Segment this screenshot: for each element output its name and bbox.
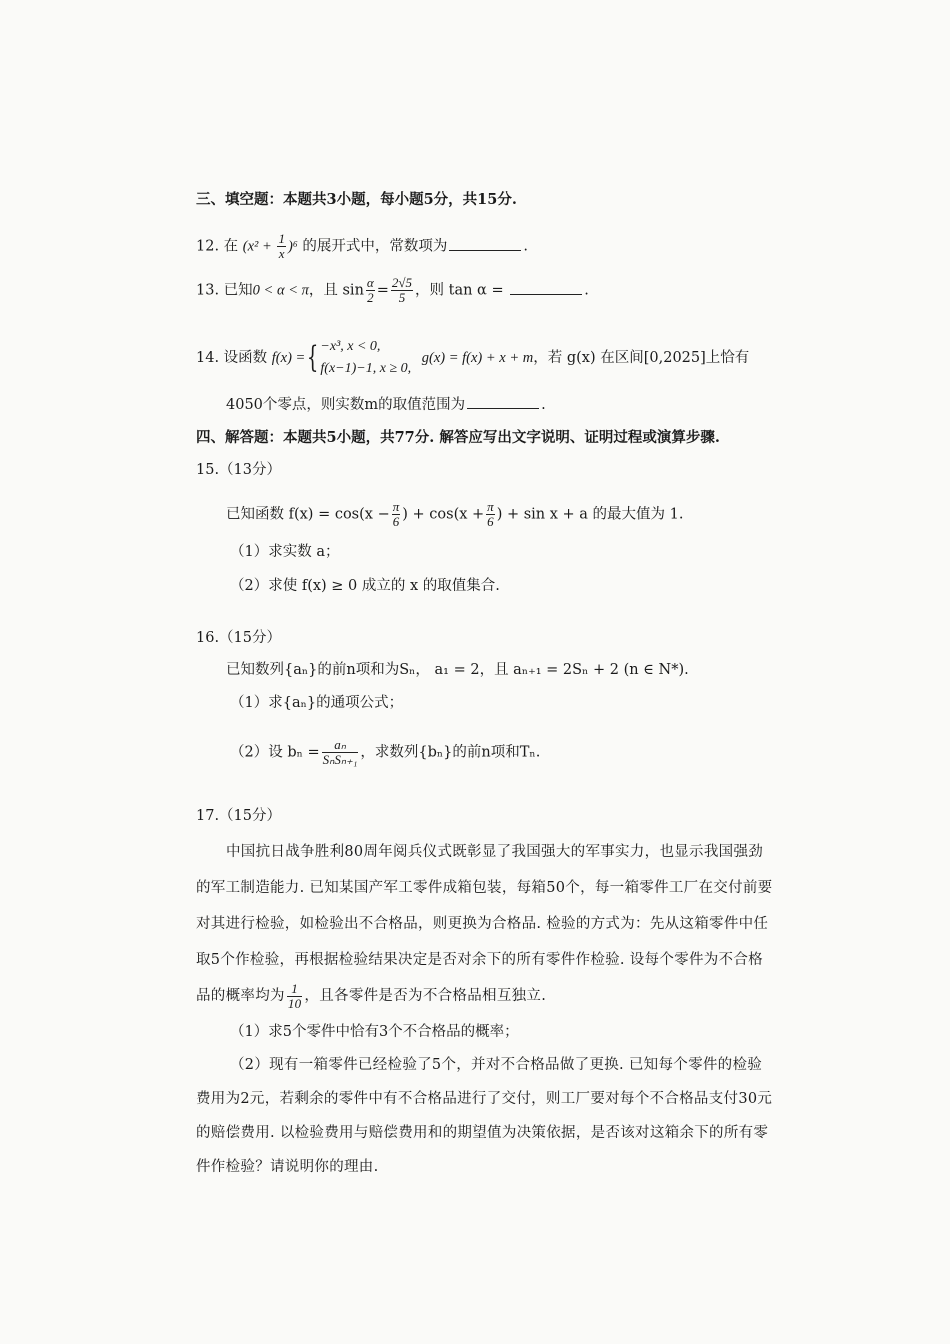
q14-case-1: −x³, x < 0, xyxy=(320,339,381,354)
q12-expr-a: (x² + xyxy=(242,238,276,255)
q16-part-1: （1）求{aₙ}的通项公式； xyxy=(230,695,404,711)
q15-stem xyxy=(226,500,683,529)
q15-fraction-2: $\frac{\pi}{6}$ xyxy=(487,499,494,529)
q14-pre: 设函数 xyxy=(223,350,268,366)
question-12 xyxy=(196,232,528,261)
q17-part-2: （2）现有一箱零件已经检验了5个，并对不合格品做了更换. 已知每个零件的检验费用为2元，若剩余的零件中有不合格品进行了交付，则工厂要对每个不合格品支付30元的赔偿费用. 以检验费用与赔偿费用和的期望值为决策依据，是否该对这箱余下的所有零件作检验？请说明你的理由. xyxy=(196,1057,773,1175)
q13-answer-blank[interactable] xyxy=(510,280,582,295)
q16-heading: 16.（15分） xyxy=(196,630,282,646)
q13-condition: 0 < α < π xyxy=(252,282,309,299)
q12-number: 12. xyxy=(196,238,220,255)
question-14-line-2 xyxy=(226,394,546,415)
q17-paragraph-text: 中国抗日战争胜利80周年阅兵仪式既彰显了我国强大的军事实力，也显示我国强劲的军工制造能力. 已知某国产军工零件成箱包装，每箱50个，每一箱零件工厂在交付前要对其进行检验，如检验出不合格品，则更换为合格品. 检验的方式为：先从这箱零件中任取5个作检验，再根据检验结果决定是否对余下的所有零件作检验. 设每个零件为不合格品的概率均为 xyxy=(196,844,773,1004)
q14-piecewise xyxy=(320,336,411,380)
q15-stem-c: ) + sin x + a 的最大值为 1. xyxy=(496,506,684,523)
section4-heading: 四、解答题：本题共5小题，共77分. 解答应写出文字说明、证明过程或演算步骤. xyxy=(196,429,720,446)
q15-stem-a: 已知函数 f(x) = cos(x − xyxy=(226,506,390,523)
q13-pre: 已知 xyxy=(223,282,253,299)
q15-stem-b: ) + cos(x + xyxy=(402,506,485,523)
q17-paragraph xyxy=(196,834,776,1014)
q14-left-brace: { xyxy=(307,340,319,375)
question-13 xyxy=(196,276,589,305)
q17-heading: 17.（15分） xyxy=(196,808,282,824)
q12-pre: 在 xyxy=(223,238,239,255)
q13-end: . xyxy=(584,282,589,299)
q13-post: ，则 tan α = xyxy=(415,282,504,299)
q14-answer-blank[interactable] xyxy=(467,394,539,409)
q14-gx: g(x) = f(x) + x + m xyxy=(421,350,534,366)
q12-answer-blank[interactable] xyxy=(449,236,521,251)
q16-fraction: $\frac{\text{aₙ}}{\text{SₙSₙ₊₁}}$ xyxy=(322,737,358,767)
q14-line2: 4050个零点，则实数m的取值范围为 xyxy=(226,397,466,413)
q13-equals: = xyxy=(376,282,389,299)
q17-part-1: （1）求5个零件中恰有3个不合格品的概率； xyxy=(230,1024,519,1040)
q14-end: . xyxy=(541,397,546,413)
q12-end: . xyxy=(523,238,529,255)
q15-fraction-1: $\frac{\pi}{6}$ xyxy=(392,499,400,529)
q15-part-1: （1）求实数 a； xyxy=(230,544,340,560)
q14-case-2: f(x−1)−1, x ≥ 0, xyxy=(320,361,412,376)
q14-number: 14. xyxy=(196,350,220,366)
q13-fraction-2: $\frac{2√5}{5}$ xyxy=(391,275,413,305)
question-14 xyxy=(196,336,749,380)
q12-fraction: $\frac{1}{x}$ xyxy=(278,231,285,261)
q13-mid: ，且 sin xyxy=(308,282,364,299)
q13-fraction-1: $\frac{\alpha}{2}$ xyxy=(366,275,374,305)
q16-stem: 已知数列{aₙ}的前n项和为Sₙ， a₁ = 2，且 aₙ₊₁ = 2Sₙ + 2 (n ∈ N*). xyxy=(226,662,689,678)
q16-part-2 xyxy=(230,738,540,767)
q16-part-2-pre: （2）设 bₙ = xyxy=(230,744,320,761)
q17-fraction: $\frac{1}{10}$ xyxy=(287,980,302,1011)
q12-expr-b: )⁶ xyxy=(287,238,298,255)
q15-part-2: （2）求使 f(x) ≥ 0 成立的 x 的取值集合. xyxy=(230,578,500,594)
q14-post: ，若 g(x) 在区间[0,2025]上恰有 xyxy=(533,350,750,366)
q17-paragraph-end: ，且各零件是否为不合格品相互独立. xyxy=(304,988,547,1004)
q15-heading: 15.（13分） xyxy=(196,462,282,478)
q13-number: 13. xyxy=(196,282,220,299)
q14-fx: f(x) = xyxy=(271,350,306,366)
q16-part-2-post: ，求数列{bₙ}的前n项和Tₙ. xyxy=(360,744,541,761)
q12-post: 的展开式中，常数项为 xyxy=(302,238,448,255)
section3-heading: 三、填空题：本题共3小题，每小题5分，共15分. xyxy=(196,191,517,208)
